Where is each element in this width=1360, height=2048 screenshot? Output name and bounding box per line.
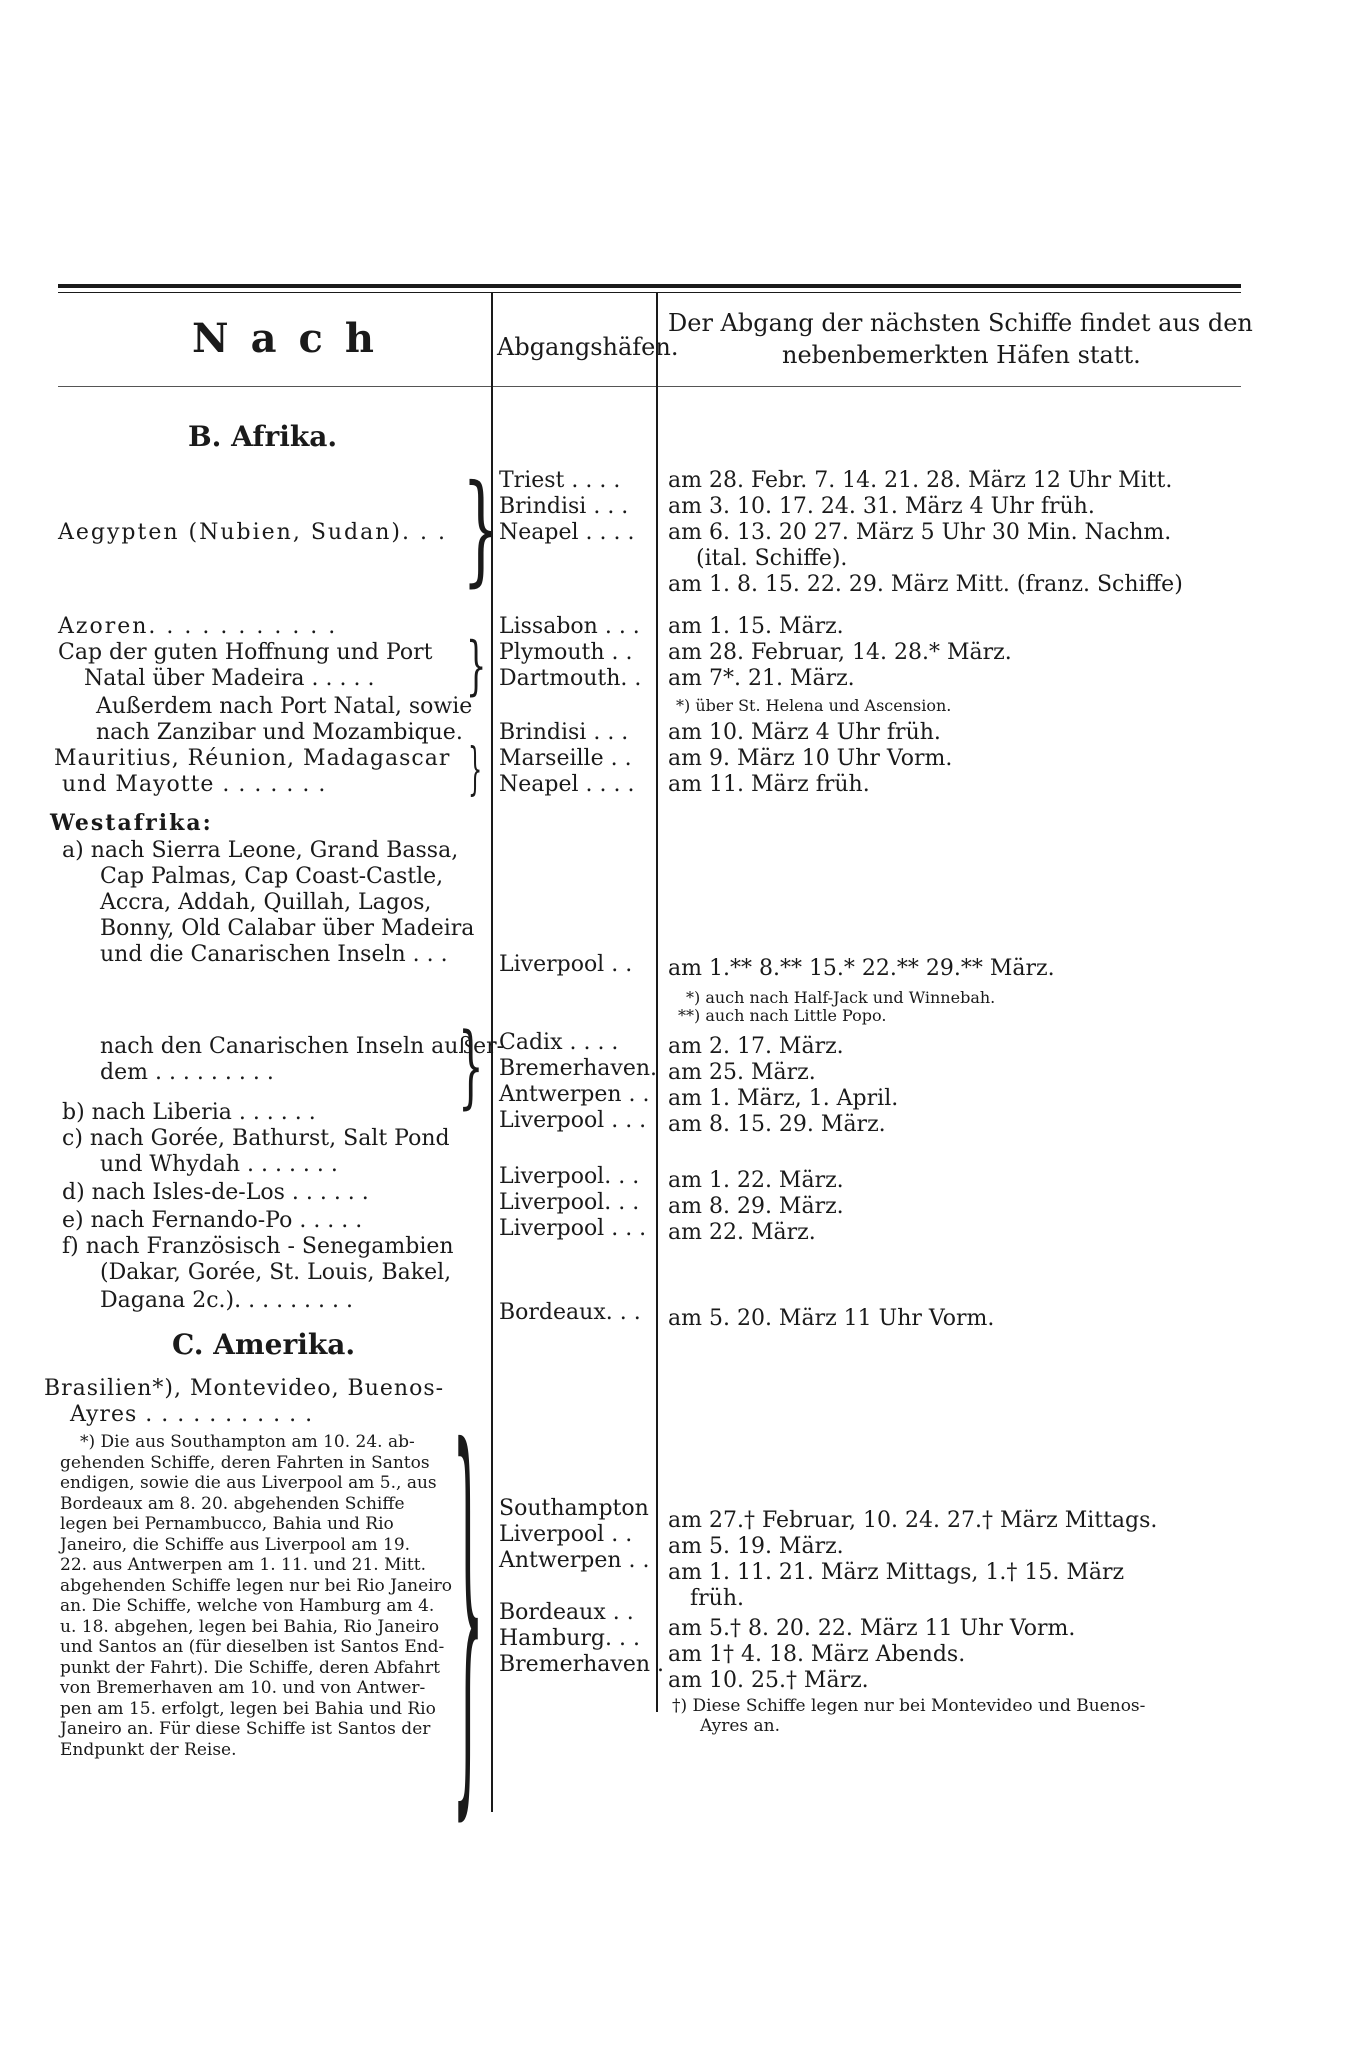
note-little-popo: **) auch nach Little Popo. <box>678 1006 887 1025</box>
dest-cap-line3: Außerdem nach Port Natal, sowie <box>96 694 473 719</box>
dest-brasilien-line2: Ayres . . . . . . . . . . . <box>70 1402 314 1427</box>
footnote-line: Janeiro, die Schiffe aus Liverpool am 19. <box>60 1534 411 1555</box>
time-antwerpen-1: am 1. März, 1. April. <box>668 1086 899 1111</box>
time-marseille: am 9. März 10 Uhr Vorm. <box>668 746 953 771</box>
port-bordeaux-f: Bordeaux. . . <box>499 1300 641 1325</box>
port-brindisi-2: Brindisi . . . <box>499 720 629 745</box>
note-montevideo-line1: †) Diese Schiffe legen nur bei Montevideo und Buenos- <box>672 1696 1146 1716</box>
footnote-line: und Santos an (für dieselben ist Santos End- <box>60 1637 445 1657</box>
port-bordeaux-br: Bordeaux . . <box>499 1600 634 1625</box>
port-marseille: Marseille . . <box>499 746 632 771</box>
time-liverpool-c: am 1. 22. März. <box>668 1168 844 1193</box>
brace-brasilien: } <box>452 1365 485 1854</box>
dest-azoren: Azoren. . . . . . . . . . . <box>58 614 338 639</box>
port-antwerpen-1: Antwerpen . . <box>499 1082 650 1107</box>
dest-senegambien-line2: (Dakar, Gorée, St. Louis, Bakel, <box>100 1260 452 1285</box>
time-liverpool-b: am 8. 15. 29. März. <box>668 1112 886 1137</box>
time-dartmouth: am 7*. 21. März. <box>668 666 855 691</box>
time-liverpool-a: am 1.** 8.** 15.* 22.** 29.** März. <box>668 956 1055 981</box>
port-neapel-2: Neapel . . . . <box>499 772 635 797</box>
port-bremerhaven-2: Bremerhaven . <box>499 1652 664 1677</box>
time-brindisi-2: am 10. März 4 Uhr früh. <box>668 720 941 745</box>
time-antwerpen-2: am 1. 11. 21. März Mittags, 1.† 15. März <box>668 1560 1125 1585</box>
time-franz-schiffe: am 1. 8. 15. 22. 29. März Mitt. (franz. Schiffe) <box>668 572 1183 597</box>
section-amerika: C. Amerika. <box>172 1328 356 1361</box>
note-st-helena: *) über St. Helena und Ascension. <box>676 696 952 715</box>
port-antwerpen-2: Antwerpen . . <box>499 1548 650 1573</box>
header-col3-line2: nebenbemerkten Häfen statt. <box>782 341 1141 369</box>
footnote-line: legen bei Pernambucco, Bahia und Rio <box>60 1514 394 1534</box>
dest-goree-line1: c) nach Gorée, Bathurst, Salt Pond <box>62 1126 450 1151</box>
dest-senegambien-line1: f) nach Französisch - Senegambien <box>62 1234 454 1259</box>
time-southampton: am 27.† Februar, 10. 24. 27.† März Mittags. <box>668 1508 1158 1533</box>
brace-cap: } <box>466 629 487 703</box>
note-half-jack: *) auch nach Half-Jack und Winnebah. <box>686 988 996 1007</box>
footnote-line: *) Die aus Southampton am 10. 24. ab- <box>80 1432 415 1452</box>
brace-canary: } <box>458 1014 484 1119</box>
footnote-line: Endpunkt der Reise. <box>60 1739 237 1760</box>
header-col3-line1: Der Abgang der nächsten Schiffe findet aus den <box>668 309 1253 337</box>
port-cadix: Cadix . . . . <box>499 1030 619 1055</box>
dest-canary-line2: dem . . . . . . . . . <box>100 1060 274 1085</box>
dest-cap-line4: nach Zanzibar und Mozambique. <box>96 720 463 745</box>
time-brindisi-1: am 3. 10. 17. 24. 31. März 4 Uhr früh. <box>668 494 1095 519</box>
time-hamburg: am 1† 4. 18. März Abends. <box>668 1642 966 1667</box>
dest-brasilien-line1: Brasilien*), Montevideo, Buenos- <box>44 1376 445 1401</box>
footnote-line: von Bremerhaven am 10. und von Antwer- <box>60 1678 426 1698</box>
port-liverpool-b: Liverpool . . . <box>499 1108 647 1133</box>
dest-senegambien-line3: Dagana 2c.). . . . . . . . . <box>100 1288 354 1313</box>
time-lissabon: am 1. 15. März. <box>668 614 844 639</box>
port-liverpool-br: Liverpool . . <box>499 1522 633 1547</box>
time-liverpool-d: am 8. 29. März. <box>668 1194 844 1219</box>
port-triest: Triest . . . . <box>499 468 621 493</box>
port-hamburg: Hamburg. . . <box>499 1626 640 1651</box>
time-bordeaux-f: am 5. 20. März 11 Uhr Vorm. <box>668 1306 995 1331</box>
footnote-line: gehenden Schiffe, deren Fahrten in Santos <box>60 1452 430 1473</box>
dest-fernando-po: e) nach Fernando-Po . . . . . <box>62 1208 363 1233</box>
time-bremerhaven-1: am 25. März. <box>668 1060 816 1085</box>
time-triest: am 28. Febr. 7. 14. 21. 28. März 12 Uhr Mitt. <box>668 468 1173 493</box>
time-liverpool-br: am 5. 19. März. <box>668 1534 844 1559</box>
time-bordeaux-br: am 5.† 8. 20. 22. März 11 Uhr Vorm. <box>668 1616 1076 1641</box>
port-plymouth: Plymouth . . <box>499 640 633 665</box>
footnote-line: abgehenden Schiffe legen nur bei Rio Janeiro <box>60 1575 452 1596</box>
header-abgangshaefen: Abgangshäfen. <box>497 333 679 361</box>
dest-goree-line2: und Whydah . . . . . . . <box>100 1152 338 1177</box>
dest-isles-de-los: d) nach Isles-de-Los . . . . . . <box>62 1180 369 1205</box>
port-bremerhaven-1: Bremerhaven. <box>499 1056 657 1081</box>
top-rule-thin <box>58 292 1241 293</box>
footnote-line: u. 18. abgehen, legen bei Bahia, Rio Janeiro <box>60 1616 440 1637</box>
footnote-line: pen am 15. erfolgt, legen bei Bahia und Rio <box>60 1698 436 1719</box>
time-liverpool-e: am 22. März. <box>668 1220 816 1245</box>
port-liverpool-d: Liverpool. . . <box>499 1190 640 1215</box>
dest-west-a-line3: Accra, Addah, Quillah, Lagos, <box>100 890 432 915</box>
dest-west-a-line2: Cap Palmas, Cap Coast-Castle, <box>100 864 444 889</box>
dest-liberia: b) nach Liberia . . . . . . <box>62 1100 316 1125</box>
dest-westafrika: Westafrika: <box>50 810 213 836</box>
brace-mauritius: } <box>468 737 483 802</box>
brace-aegypten: } <box>462 460 501 599</box>
footnote-line: Janeiro an. Für diese Schiffe ist Santos der <box>60 1719 431 1739</box>
footnote-line: 22. aus Antwerpen am 1. 11. und 21. Mitt. <box>60 1555 426 1575</box>
footnote-line: Bordeaux am 8. 20. abgehenden Schiffe <box>60 1493 405 1514</box>
dest-mauritius-line1: Mauritius, Réunion, Madagascar <box>54 746 451 771</box>
time-plymouth: am 28. Februar, 14. 28.* März. <box>668 640 1012 665</box>
dest-cap-line1: Cap der guten Hoffnung und Port <box>58 640 433 665</box>
footnote-line: an. Die Schiffe, welche von Hamburg am 4. <box>60 1596 435 1616</box>
port-liverpool-e: Liverpool . . . <box>499 1216 647 1241</box>
column-divider-2 <box>656 292 658 1712</box>
time-ital-schiffe: (ital. Schiffe). <box>696 546 848 571</box>
footnote-brasilien <box>60 1432 452 1760</box>
dest-aegypten: Aegypten (Nubien, Sudan). . . <box>58 520 447 545</box>
dest-canary-line1: nach den Canarischen Inseln außer- <box>100 1034 505 1059</box>
time-bremerhaven-2: am 10. 25.† März. <box>668 1668 869 1693</box>
time-antwerpen-2-cont: früh. <box>690 1586 744 1611</box>
footnote-line: punkt der Fahrt). Die Schiffe, deren Abfahrt <box>60 1657 440 1678</box>
time-neapel-2: am 11. März früh. <box>668 772 870 797</box>
dest-west-a-line5: und die Canarischen Inseln . . . <box>100 942 448 967</box>
port-brindisi-1: Brindisi . . . <box>499 494 629 519</box>
dest-cap-line2: Natal über Madeira . . . . . <box>84 666 375 691</box>
port-liverpool-c: Liverpool. . . <box>499 1164 640 1189</box>
dest-mauritius-line2: und Mayotte . . . . . . . <box>62 772 327 797</box>
section-afrika: B. Afrika. <box>188 420 338 453</box>
header-bottom-rule <box>58 386 1241 387</box>
port-liverpool-a: Liverpool . . <box>499 952 633 977</box>
port-neapel-1: Neapel . . . . <box>499 520 635 545</box>
time-cadix: am 2. 17. März. <box>668 1034 844 1059</box>
dest-west-a-line4: Bonny, Old Calabar über Madeira <box>100 916 475 941</box>
time-neapel-1: am 6. 13. 20 27. März 5 Uhr 30 Min. Nachm. <box>668 520 1172 545</box>
footnote-line: endigen, sowie die aus Liverpool am 5., aus <box>60 1473 437 1493</box>
dest-west-a-line1: a) nach Sierra Leone, Grand Bassa, <box>62 838 459 863</box>
port-dartmouth: Dartmouth. . <box>499 666 642 691</box>
header-nach: Nach <box>192 315 396 362</box>
port-lissabon: Lissabon . . . <box>499 614 640 639</box>
top-rule-thick <box>58 284 1241 288</box>
note-montevideo-line2: Ayres an. <box>700 1716 780 1736</box>
port-southampton: Southampton <box>499 1496 649 1521</box>
